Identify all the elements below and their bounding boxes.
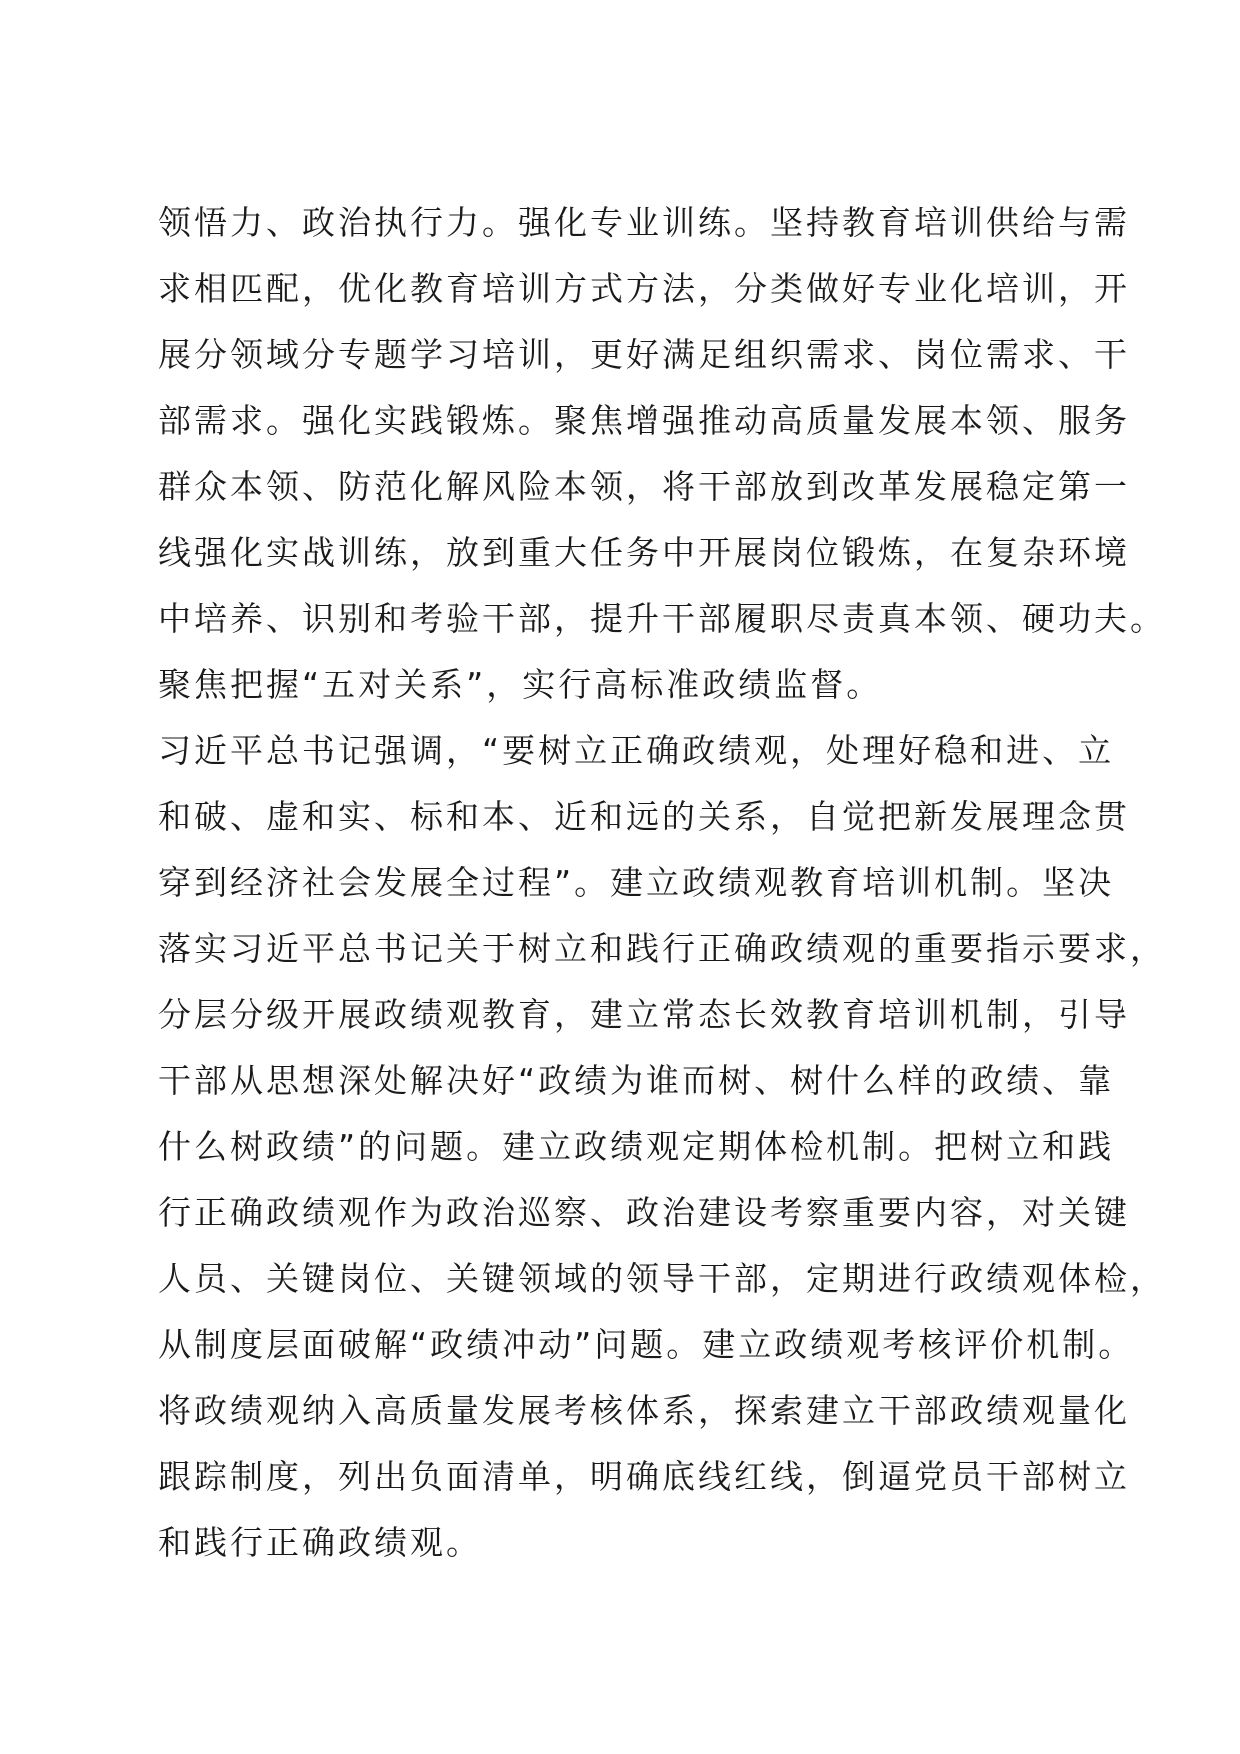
text-line: 求相匹配，优化教育培训方式方法，分类做好专业化培训，开	[158, 269, 1130, 308]
text-line: 跟踪制度，列出负面清单，明确底线红线，倒逼党员干部树立	[158, 1457, 1130, 1496]
text-line: 领悟力、政治执行力。强化专业训练。坚持教育培训供给与需	[158, 203, 1130, 242]
text-line: 穿到经济社会发展全过程”。建立政绩观教育培训机制。坚决	[158, 863, 1115, 902]
text-line: 从制度层面破解“政绩冲动”问题。建立政绩观考核评价机制。	[158, 1325, 1135, 1364]
text-line: 展分领域分专题学习培训，更好满足组织需求、岗位需求、干	[158, 335, 1130, 374]
text-line: 习近平总书记强调，“要树立正确政绩观，处理好稳和进、立	[158, 731, 1115, 770]
text-line: 干部从思想深处解决好“政绩为谁而树、树什么样的政绩、靠	[158, 1061, 1115, 1100]
text-line: 人员、关键岗位、关键领域的领导干部，定期进行政绩观体检，	[158, 1259, 1166, 1298]
text-line: 部需求。强化实践锻炼。聚焦增强推动高质量发展本领、服务	[158, 401, 1130, 440]
text-line: 行正确政绩观作为政治巡察、政治建设考察重要内容，对关键	[158, 1193, 1130, 1232]
text-line: 将政绩观纳入高质量发展考核体系，探索建立干部政绩观量化	[158, 1391, 1130, 1430]
text-line: 和破、虚和实、标和本、近和远的关系，自觉把新发展理念贯	[158, 797, 1130, 836]
text-line: 线强化实战训练，放到重大任务中开展岗位锻炼，在复杂环境	[158, 533, 1130, 572]
text-line: 聚焦把握“五对关系”，实行高标准政绩监督。	[158, 665, 883, 704]
text-line: 落实习近平总书记关于树立和践行正确政绩观的重要指示要求，	[158, 929, 1166, 968]
text-line: 分层分级开展政绩观教育，建立常态长效教育培训机制，引导	[158, 995, 1130, 1034]
body-text	[158, 190, 1166, 1576]
text-line: 和践行正确政绩观。	[158, 1523, 482, 1562]
text-line: 中培养、识别和考验干部，提升干部履职尽责真本领、硬功夫。	[158, 599, 1166, 638]
text-line: 群众本领、防范化解风险本领，将干部放到改革发展稳定第一	[158, 467, 1130, 506]
text-line: 什么树政绩”的问题。建立政绩观定期体检机制。把树立和践	[158, 1127, 1115, 1166]
